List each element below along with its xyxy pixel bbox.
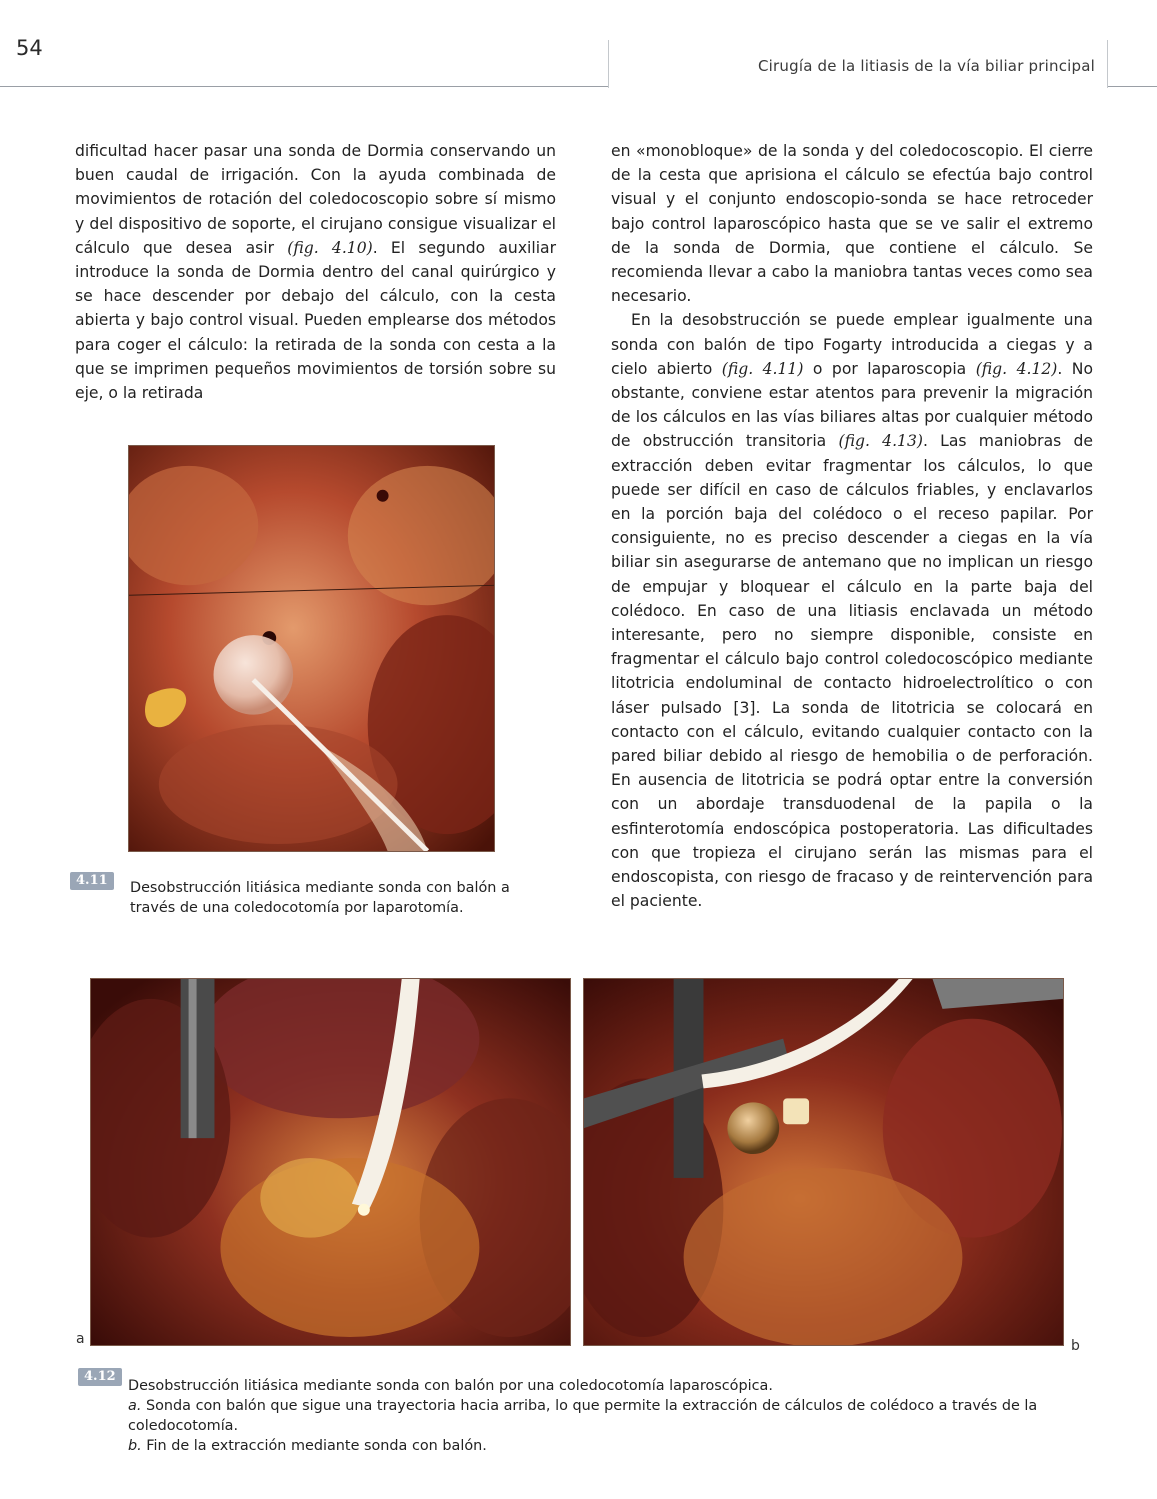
running-head: Cirugía de la litiasis de la vía biliar principal [757,57,1095,75]
right-text-column [611,139,1093,914]
laparoscopic-photo-a [91,979,570,1345]
item-letter: a. [128,1398,142,1414]
figure-4-12-caption [128,1376,1073,1456]
panel-label-b: b [1071,1338,1080,1354]
text-run: . Las maniobras de extracción deben evitar fragmentar los cálculos, lo que puede ser difícil en caso de cálculos friables, y enclavarlos en la porción baja del colédoco o el receso papilar. Por consiguiente, no es preciso descender a ciegas en la vía biliar sin asegurarse de antemano que no implican un riesgo de empujar y bloquear el cálculo en la parte baja del colédoco. En caso de una litiasis enclavada un método interesante, pero no siempre disponible, consiste en fragmentar el cálculo bajo control coledocoscópico mediante litotricia endoluminal de contacto hidroelectrolítico o con láser pulsado [3]. La sonda de litotricia se colocará en contacto con el cálculo, evitando cualquier contacto con la pared biliar debido al riesgo de hemobilia o de perforación. En ausencia de litotricia se podrá optar entre la conversión con un abordaje transduodenal de la papila o la esfinterotomía endoscópica postoperatoria. Las dificultades con que tropieza el cirujano serán las mismas para el endoscopista, con riesgo de fracaso y de reintervención para el paciente. [611,432,1094,911]
caption-item-b [128,1436,1073,1456]
text-run: En la desobstrucción se puede emplear igualmente una sonda con balón de tipo Fogarty introducida a ciegas y a cielo abierto [611,311,1093,378]
figure-reference: (fig. 4.12) [975,359,1058,378]
caption-main: Desobstrucción litiásica mediante sonda con balón por una coledocotomía laparoscópica. [128,1378,773,1394]
figure-badge: 4.11 [70,872,114,890]
figure-4-12b-photo [583,978,1064,1346]
header-rule-right [1108,86,1157,87]
text-run: o por laparoscopia [803,359,976,378]
item-text: Sonda con balón que sigue una trayectoria hacia arriba, lo que permite la extracción de cálculos de colédoco a través de la coledocotomía. [128,1398,1038,1434]
surgical-photo-balloon [129,446,494,851]
panel-label-a: a [76,1331,85,1347]
figure-reference: (fig. 4.13) [838,432,923,451]
text-run: . No obstante, conviene estar atentos para prevenir la migración de los cálculos en las vías biliares altas por cualquier método de obstrucción transitoria [611,359,1094,451]
right-paragraph-2 [611,308,1093,913]
figure-reference: (fig. 4.11) [721,359,804,378]
figure-4-11-caption: Desobstrucción litiásica mediante sonda con balón a través de una coledocotomía por laparotomía. [130,880,510,916]
page-number: 54 [16,36,43,60]
text-run: dificultad hacer pasar una sonda de Dormia conservando un buen caudal de irrigación. Con la ayuda combinada de movimientos de rotación del coledocoscopio sobre sí mismo y del dispositivo de soporte, el cirujano consigue visualizar el cálculo que desea asir [75,142,556,257]
item-letter: b. [128,1438,142,1454]
text-run: . El segundo auxiliar introduce la sonda de Dormia dentro del canal quirúrgico y se hace descender por debajo del cálculo, con la cesta abierta y bajo control visual. Pueden emplearse dos métodos para coger el cálculo: la retirada de la sonda con cesta a la que se imprimen pequeños movimientos de torsión sobre su eje, o la retirada [75,238,557,403]
item-text: Fin de la extracción mediante sonda con balón. [141,1438,487,1454]
figure-badge: 4.12 [78,1368,122,1386]
laparoscopic-photo-b [584,979,1063,1345]
figure-4-12a-photo [90,978,571,1346]
figure-reference: (fig. 4.10) [287,238,373,257]
figure-4-11-photo [128,445,495,852]
caption-item-a [128,1396,1073,1436]
left-paragraph [75,139,556,405]
header-rule [0,86,608,87]
left-text-column [75,139,556,405]
right-paragraph-1: en «monobloque» de la sonda y del coledocoscopio. El cierre de la cesta que aprisiona el cálculo se efectúa bajo control visual y el conjunto endoscopio-sonda se hace retroceder bajo control laparoscópico hasta que se ve salir el extremo de la sonda de Dormia, que contiene el cálculo. Se recomienda llevar a cabo la maniobra tantas veces como sea necesario. [611,142,1093,306]
